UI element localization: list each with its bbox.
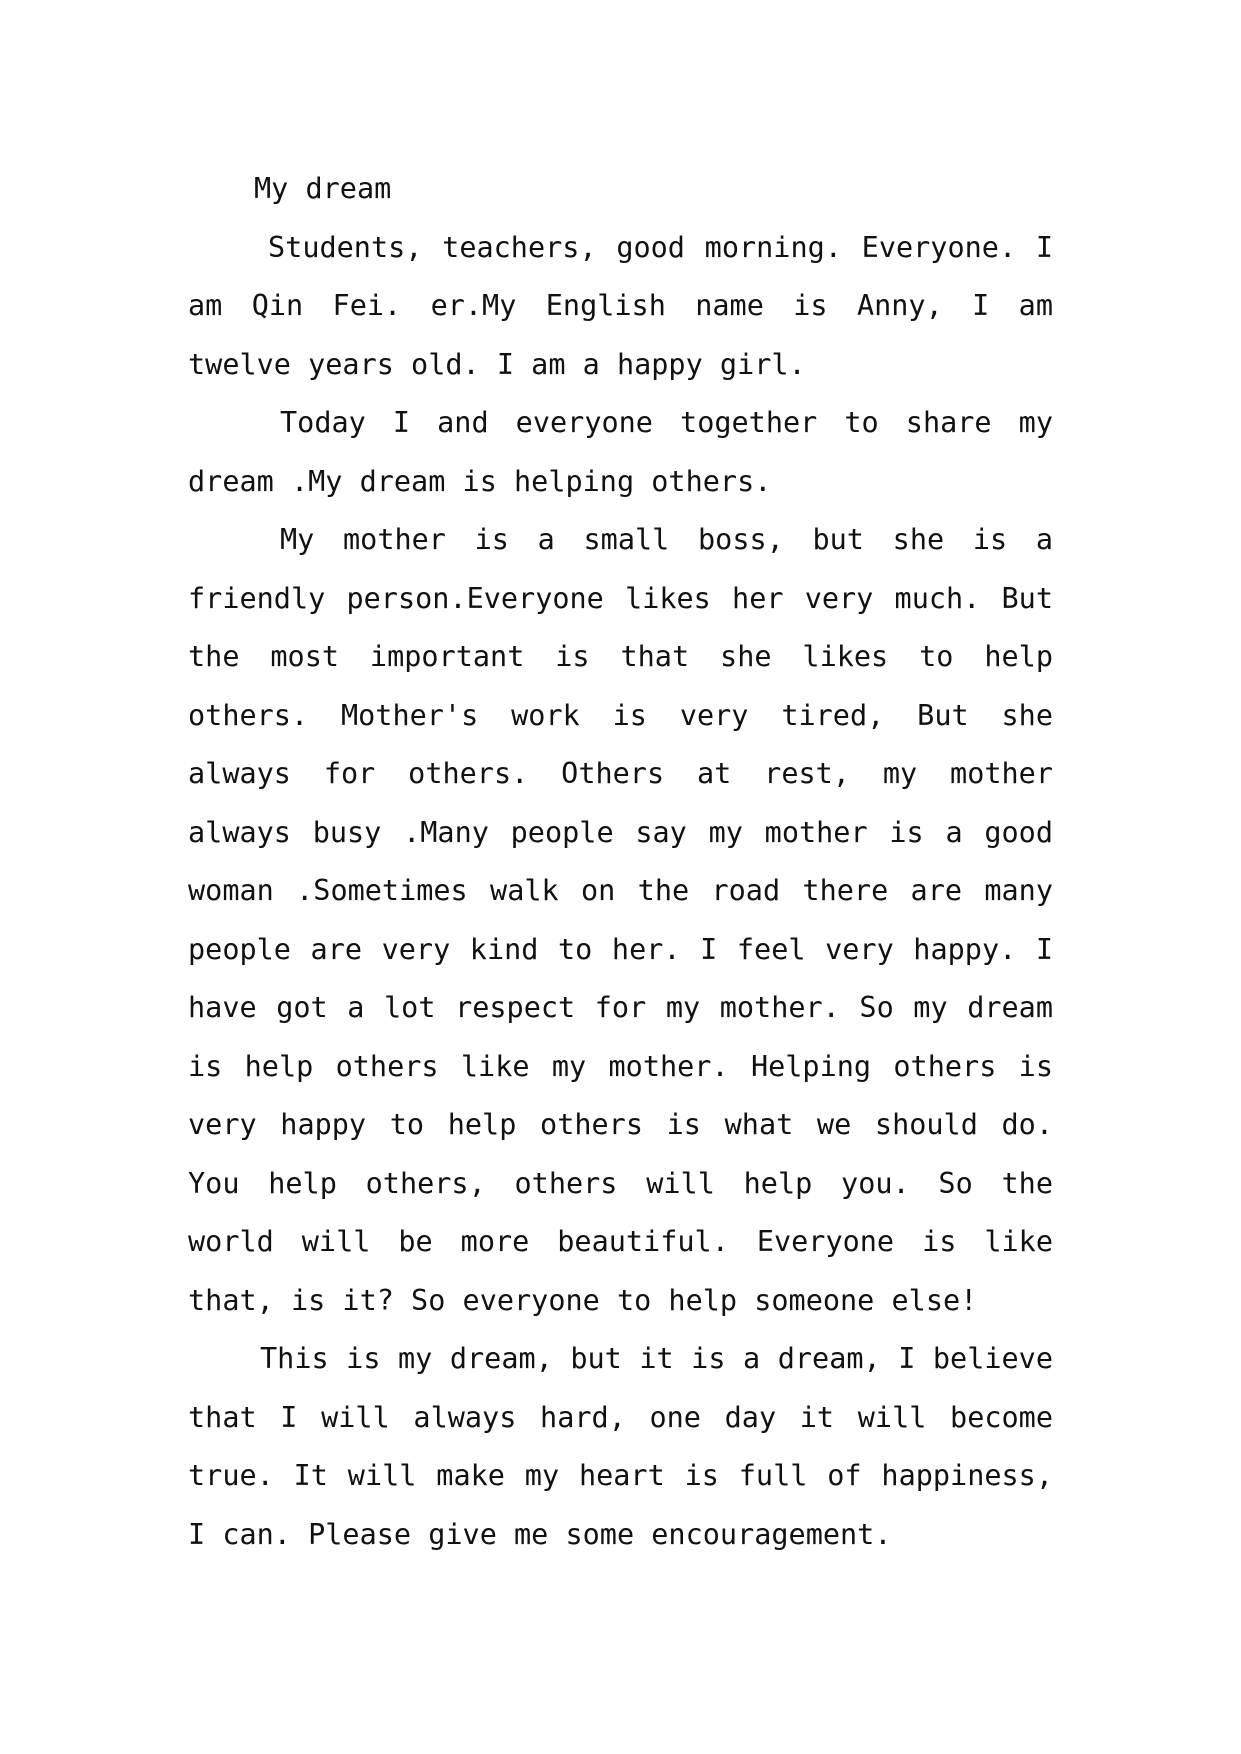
paragraph-dream-statement: Today I and everyone together to share my dream .My dream is helping others. — [188, 406, 1053, 498]
paragraph-conclusion: This is my dream, but it is a dream, I believe that I will always hard, one day it will become true. It will make my heart is full of happiness, I can. Please give me some encouragement. — [188, 1342, 1053, 1551]
paragraph-introduction: Students, teachers, good morning. Everyone. I am Qin Fei. er.My English name is Anny, I am twelve years old. I am a happy girl. — [188, 230, 1053, 381]
document-title: My dream — [254, 172, 392, 205]
document-page — [188, 160, 1053, 1564]
paragraph-mother: My mother is a small boss, but she is a friendly person.Everyone likes her very much. But the most important is that she likes to help others. Mother's work is very tired, But she always for others. Others at rest, my mother always busy .Many people say my mother is a good woman .Sometimes walk on the road there are many people are very kind to her. I feel very happy. I have got a lot respect for my mother. So my dream is help others like my mother. Helping others is very happy to help others is what we should do. You help others, others will help you. So the world will be more beautiful. Everyone is like that, is it? So everyone to help someone else! — [188, 523, 1053, 1317]
